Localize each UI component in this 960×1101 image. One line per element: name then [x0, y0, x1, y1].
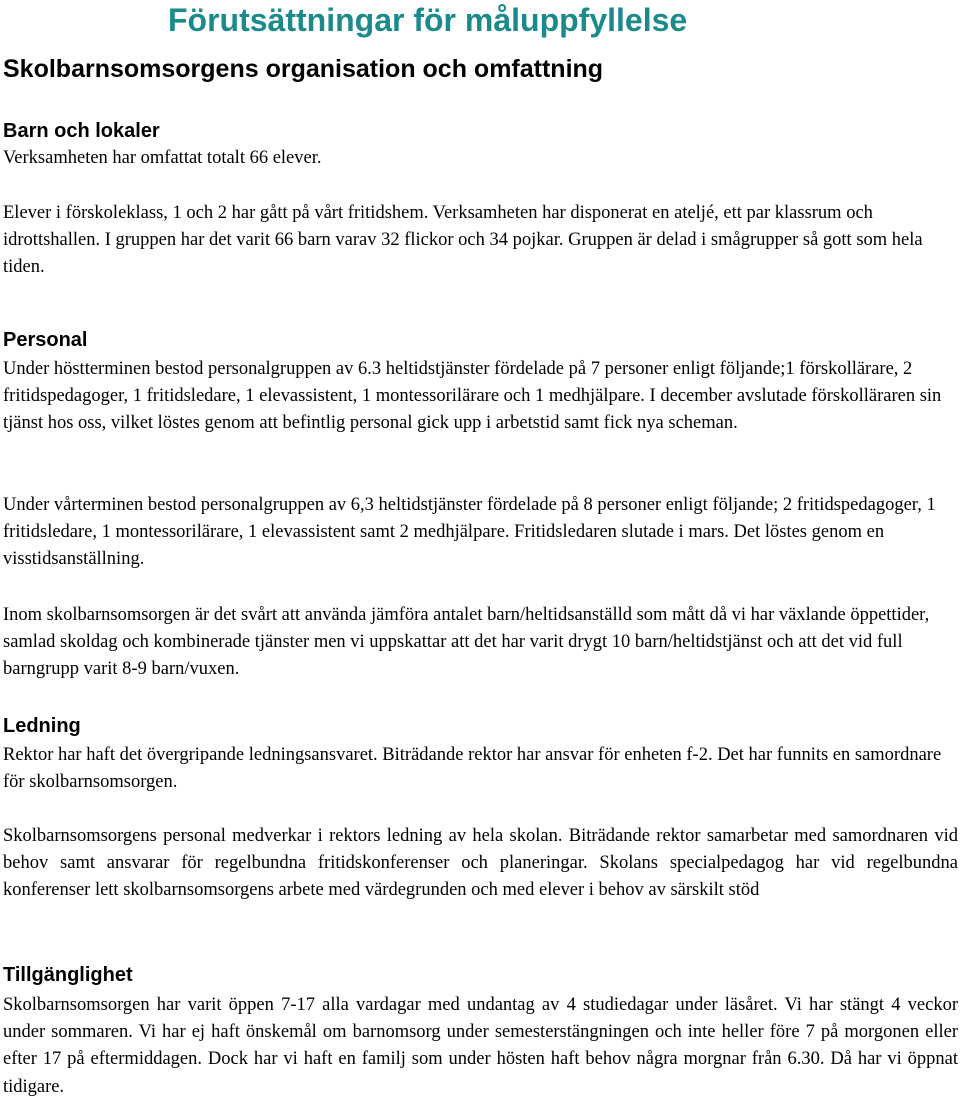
heading-tillganglighet: Tillgänglighet [3, 964, 133, 986]
paragraph-barn-2: Elever i förskoleklass, 1 och 2 har gått på vårt fritidshem. Verksamheten har disponerat en ateljé, ett par klassrum och idrottshallen. I gruppen har det varit 66 barn varav 32 flickor och 34 pojkar. Gruppen är delad i smågrupper så gott som hela tiden. [3, 203, 923, 278]
page-title: Förutsättningar för måluppfyllelse [168, 2, 688, 38]
paragraph-ledning-1: Rektor har haft det övergripande ledningsansvaret. Biträdande rektor har ansvar för enheten f-2. Det har funnits en samordnare för skolbarnsomsorgen. [3, 745, 942, 793]
paragraph-personal-3: Inom skolbarnsomsorgen är det svårt att använda jämföra antalet barn/heltidsanställd som mått då vi har växlande öppettider, samlad skoldag och kombinerade tjänster men vi uppskattar att det har varit drygt 10 barn/heltidstjänst och att det vid full barngrupp varit 8-9 barn/vuxen. [3, 605, 930, 680]
heading-barn-och-lokaler: Barn och lokaler [3, 120, 160, 142]
paragraph-ledning-2: Skolbarnsomsorgens personal medverkar i rektors ledning av hela skolan. Biträdande rektor samarbetar med samordnaren vid behov samt ansvarar för regelbundna fritidskonferenser och planeringar. Skolans specialpedagog har vid regelbundna konferenser lett skolbarnsomsorgens arbete med värdegrunden och med elever i behov av särskilt stöd [3, 826, 958, 901]
heading-personal: Personal [3, 329, 88, 351]
paragraph-tillganglighet-1: Skolbarnsomsorgen har varit öppen 7-17 alla vardagar med undantag av 4 studiedagar under läsåret. Vi har stängt 4 veckor under sommaren. Vi har ej haft önskemål om barnomsorg under semesterstängningen och inte heller före 7 på morgonen eller efter 17 på eftermiddagen. Dock har vi haft en familj som under hösten haft behov några morgnar från 6.30. Då har vi öppnat tidigare. [3, 995, 958, 1097]
paragraph-barn-1: Verksamheten har omfattat totalt 66 elever. [3, 148, 322, 168]
paragraph-personal-2: Under vårterminen bestod personalgruppen av 6,3 heltidstjänster fördelade på 8 personer enligt följande; 2 fritidspedagoger, 1 fritidsledare, 1 montessorilärare, 1 elevassistent samt 2 medhjälpare. Fritidsledaren slutade i mars. Det löstes genom en visstidsanställning. [3, 495, 936, 570]
section-title: Skolbarnsomsorgens organisation och omfattning [3, 55, 604, 83]
paragraph-personal-1: Under höstterminen bestod personalgruppen av 6.3 heltidstjänster fördelade på 7 personer enligt följande;1 förskollärare, 2 fritidspedagoger, 1 fritidsledare, 1 elevassistent, 1 montessorilärare och 1 medhjälpare. I december avslutade förskolläraren sin tjänst hos oss, vilket löstes genom att befintlig personal gick upp i arbetstid samt fick nya scheman. [3, 359, 942, 434]
heading-ledning: Ledning [3, 715, 81, 737]
